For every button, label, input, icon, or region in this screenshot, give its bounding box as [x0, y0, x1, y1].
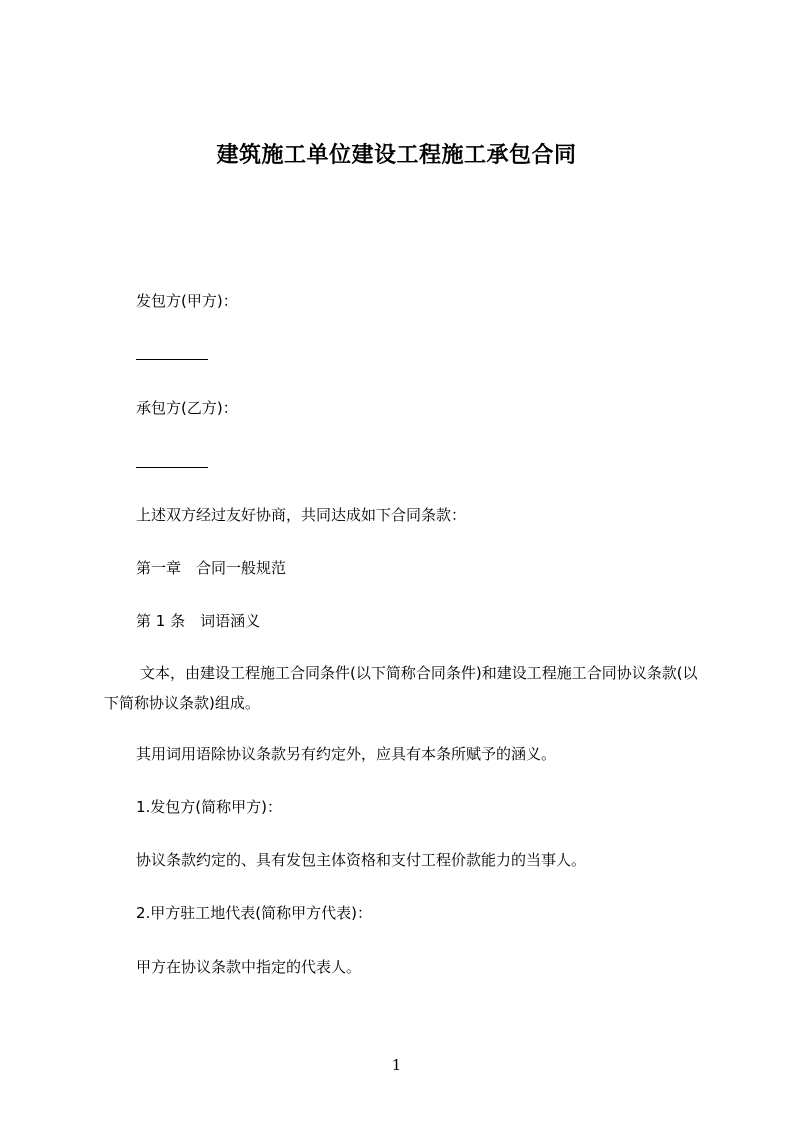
intro-text: 上述双方经过友好协商，共同达成如下合同条款： [136, 506, 467, 524]
chapter-heading: 第一章 合同一般规范 [136, 559, 287, 577]
item-1-title: 1.发包方(简称甲方)： [136, 798, 283, 816]
item-2-title: 2.甲方驻工地代表(简称甲方代表)： [136, 904, 373, 922]
party-a-blank-line [136, 358, 208, 360]
paragraph-terms: 其用词用语除协议条款另有约定外，应具有本条所赋予的涵义。 [136, 745, 557, 763]
document-title: 建筑施工单位建设工程施工承包合同 [216, 143, 577, 168]
article-heading: 第 1 条 词语涵义 [136, 612, 261, 630]
page-number: 1 [391, 1056, 402, 1074]
item-2-text: 甲方在协议条款中指定的代表人。 [136, 958, 362, 976]
party-b-blank-line [136, 466, 208, 468]
party-b-label: 承包方(乙方)： [136, 399, 238, 417]
paragraph-composition: 文本，由建设工程施工合同条件(以下简称合同条件)和建设工程施工合同协议条款(以下简称协议条款)组成。 [104, 664, 698, 712]
party-a-label: 发包方(甲方)： [136, 292, 238, 310]
item-1-text: 协议条款约定的、具有发包主体资格和支付工程价款能力的当事人。 [136, 851, 587, 869]
